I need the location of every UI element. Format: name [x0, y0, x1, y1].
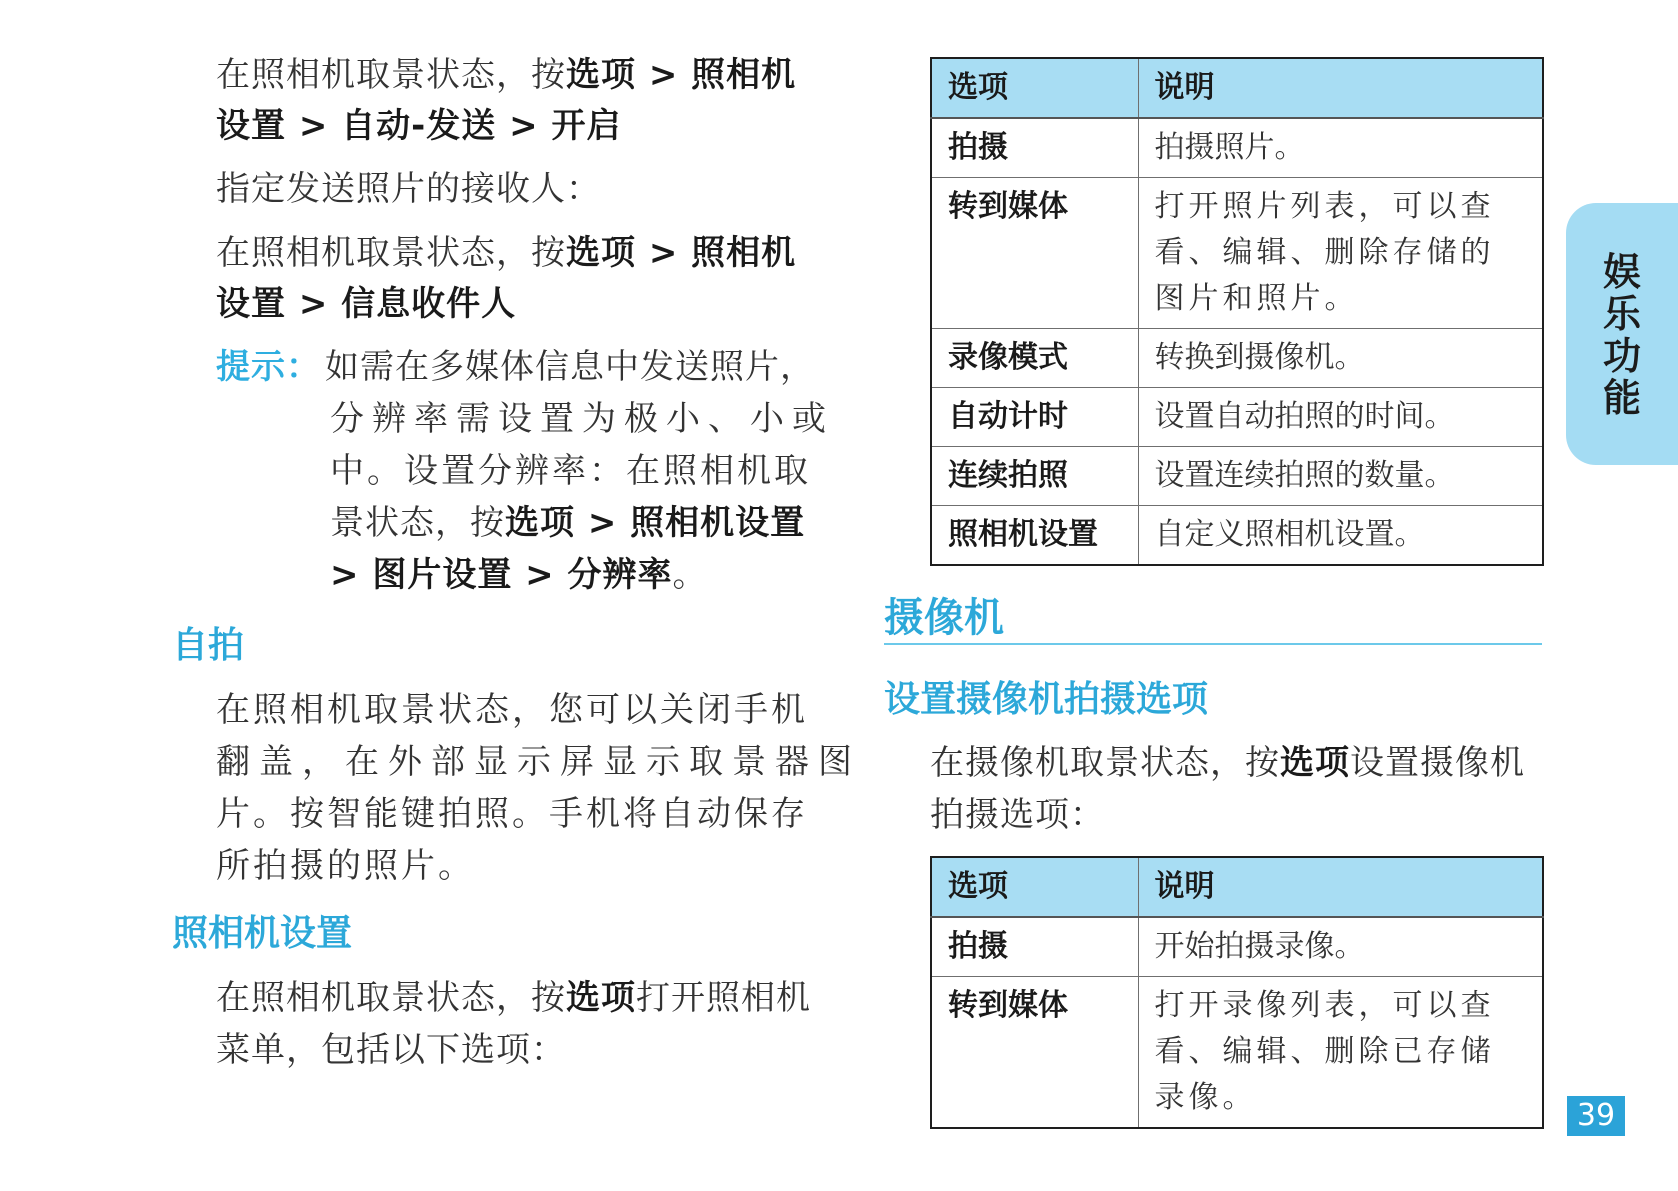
camcorder-options-table [930, 856, 1544, 1129]
option-name: 自动计时 [931, 388, 1138, 447]
camera-settings-line2: 菜单，包括以下选项： [216, 1030, 566, 1070]
table-row [931, 329, 1543, 388]
table-header-option: 选项 [931, 857, 1138, 917]
option-name: 连续拍照 [931, 447, 1138, 506]
option-name: 转到媒体 [931, 178, 1138, 329]
tip-line5: > 图片设置 > 分辨率。 [330, 555, 708, 595]
heading-camcorder: 摄像机 [884, 595, 1004, 641]
table-row [931, 977, 1543, 1129]
tip-line1: 如需在多媒体信息中发送照片， [325, 347, 815, 387]
table-header-description: 说明 [1138, 58, 1543, 118]
para-recipient-line2: 设置 > 信息收件人 [216, 284, 517, 324]
option-description: 自定义照相机设置。 [1138, 506, 1543, 566]
option-name: 转到媒体 [931, 977, 1138, 1129]
selfie-line4: 所拍摄的照片。 [216, 846, 475, 886]
camcorder-line2: 拍摄选项： [930, 795, 1105, 835]
chapter-side-tab-label: 娱 乐 功 能 [1602, 250, 1641, 420]
table-row [931, 118, 1543, 178]
option-name: 拍摄 [931, 917, 1138, 977]
table-header-row [931, 857, 1543, 917]
selfie-line3: 片。按智能键拍照。手机将自动保存 [216, 794, 808, 834]
tip-label: 提示： [216, 347, 321, 387]
table-header-row [931, 58, 1543, 118]
option-description: 设置自动拍照的时间。 [1138, 388, 1543, 447]
option-name: 录像模式 [931, 329, 1138, 388]
option-description: 打开照片列表，可以查看、编辑、删除存储的图片和照片。 [1138, 178, 1543, 329]
table-row [931, 447, 1543, 506]
option-name: 拍摄 [931, 118, 1138, 178]
selfie-line2: 翻盖，在外部显示屏显示取景器图 [216, 742, 861, 782]
table-row [931, 178, 1543, 329]
page-number: 39 [1567, 1096, 1625, 1136]
option-description: 拍摄照片。 [1138, 118, 1543, 178]
camera-options-table [930, 57, 1544, 566]
para-autosend-line1: 在照相机取景状态，按选项 > 照相机 [216, 55, 797, 95]
heading-selfie: 自拍 [172, 625, 245, 666]
tip-line2: 分辨率需设置为极小、小或 [330, 399, 834, 439]
option-description: 打开录像列表，可以查看、编辑、删除已存储录像。 [1138, 977, 1543, 1129]
table-row [931, 917, 1543, 977]
table-row [931, 388, 1543, 447]
option-description: 设置连续拍照的数量。 [1138, 447, 1543, 506]
para-recipient-intro: 指定发送照片的接收人： [216, 169, 601, 209]
heading-camera-settings: 照相机设置 [172, 913, 353, 954]
table-header-option: 选项 [931, 58, 1138, 118]
selfie-line1: 在照相机取景状态，您可以关闭手机 [216, 690, 808, 730]
option-description: 转换到摄像机。 [1138, 329, 1543, 388]
camcorder-line1: 在摄像机取景状态，按选项设置摄像机 [930, 743, 1525, 783]
heading-divider [884, 643, 1542, 645]
para-autosend-line2: 设置 > 自动-发送 > 开启 [216, 106, 622, 146]
option-name: 照相机设置 [931, 506, 1138, 566]
para-recipient-line1: 在照相机取景状态，按选项 > 照相机 [216, 233, 797, 273]
tip-line4: 景状态，按选项 > 照相机设置 [330, 503, 806, 543]
option-description: 开始拍摄录像。 [1138, 917, 1543, 977]
table-row [931, 506, 1543, 566]
camera-settings-line1: 在照相机取景状态，按选项打开照相机 [216, 978, 811, 1018]
table-header-description: 说明 [1138, 857, 1543, 917]
tip-line3: 中。设置分辨率：在照相机取 [330, 451, 811, 491]
subheading-camcorder-options: 设置摄像机拍摄选项 [884, 679, 1209, 720]
chapter-side-tab [1566, 203, 1678, 465]
